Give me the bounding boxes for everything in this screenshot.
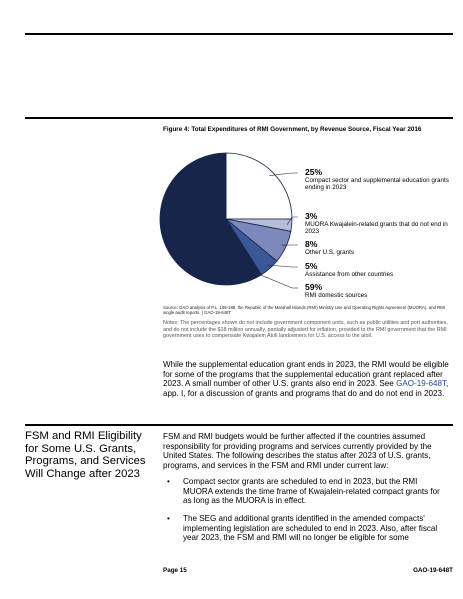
pie-slice (226, 153, 292, 219)
legend-pct: 25% (305, 167, 323, 177)
figure-title: Figure 4: Total Expenditures of RMI Government, by Revenue Source, Fiscal Year 2016 (163, 126, 422, 133)
legend-item-other-countries (305, 262, 455, 278)
figure-source: Source: GAO analysis of P.L. 108-188, the Republic of the Marshall Islands (RMI) Ministry Use and Operating Rights Agreement (MUORA), and RMI single audit reports. | GAO-19-648T (163, 305, 445, 316)
legend-label: Assistance from other countries (305, 271, 394, 278)
legend-label: RMI domestic sources (305, 292, 368, 299)
section-heading: FSM and RMI Eligibility for Some U.S. Grants, Programs, and Services Will Change after 2023 (25, 430, 146, 481)
paragraph-text: , app. I, for a discussion of grants and programs that do and do not end in 2023. (163, 379, 449, 398)
legend-item-muora-grants (305, 212, 455, 236)
legend-item-domestic-sources (305, 283, 455, 299)
bullet-text: The SEG and additional grants identified in the amended compacts' implementing legislation are scheduled to end in 2023. Also, after fiscal year 2023, the FSM and RMI will no longer be eligible for some (183, 514, 438, 543)
legend-pct: 8% (305, 239, 318, 249)
legend-label: Compact sector and supplemental education grants ending in 2023 (305, 177, 449, 192)
bullet-item (163, 477, 453, 506)
header-rule (25, 117, 453, 119)
figure-notes: Notes: The percentages shown do not include government component units, such as public utilities and port authorities, and do not include the $18 million annually, partially adjusted for inflation, provided to the RMI government that the RMI government uses to compensate Kwajalein Atoll landowners for U.S. access to the atoll. (163, 320, 448, 339)
document-id: GAO-19-648T (413, 567, 453, 574)
bullet-dot: • (167, 514, 170, 523)
top-rule (25, 33, 453, 35)
legend-pct: 3% (305, 211, 318, 221)
report-link[interactable]: GAO-19-648T (396, 379, 446, 389)
paragraph-grants (163, 360, 453, 398)
page-number: Page 15 (163, 567, 187, 574)
section-intro: FSM and RMI budgets would be further affected if the countries assumed responsibility for providing programs and services currently provided by the United States. The following describes the status after 2023 of U.S. grants, programs, and services in the FSM and RMI under current law: (163, 432, 432, 470)
legend-label: MUORA Kwajalein-related grants that do not end in 2023 (305, 221, 448, 236)
bullet-item (163, 514, 453, 543)
pie-chart (158, 147, 298, 292)
section-rule (25, 424, 453, 426)
legend-pct: 5% (305, 261, 318, 271)
bullet-dot: • (167, 477, 170, 486)
legend-item-compact-grants (305, 168, 455, 192)
legend-pct: 59% (305, 282, 323, 292)
bullet-text: Compact sector grants are scheduled to end in 2023, but the RMI MUORA extends the time frame of Kwajalein-related compact grants for as long as the MUORA is in effect. (183, 477, 440, 506)
legend-label: Other U.S. grants (305, 249, 354, 256)
legend-item-other-us-grants (305, 240, 455, 256)
paragraph-text: While the supplemental education grant ends in 2023, the RMI would be eligible for some of the programs that the supplemental education grant replaced after 2023. A small number of other U.S. grants also end in 2023. See (163, 360, 449, 389)
